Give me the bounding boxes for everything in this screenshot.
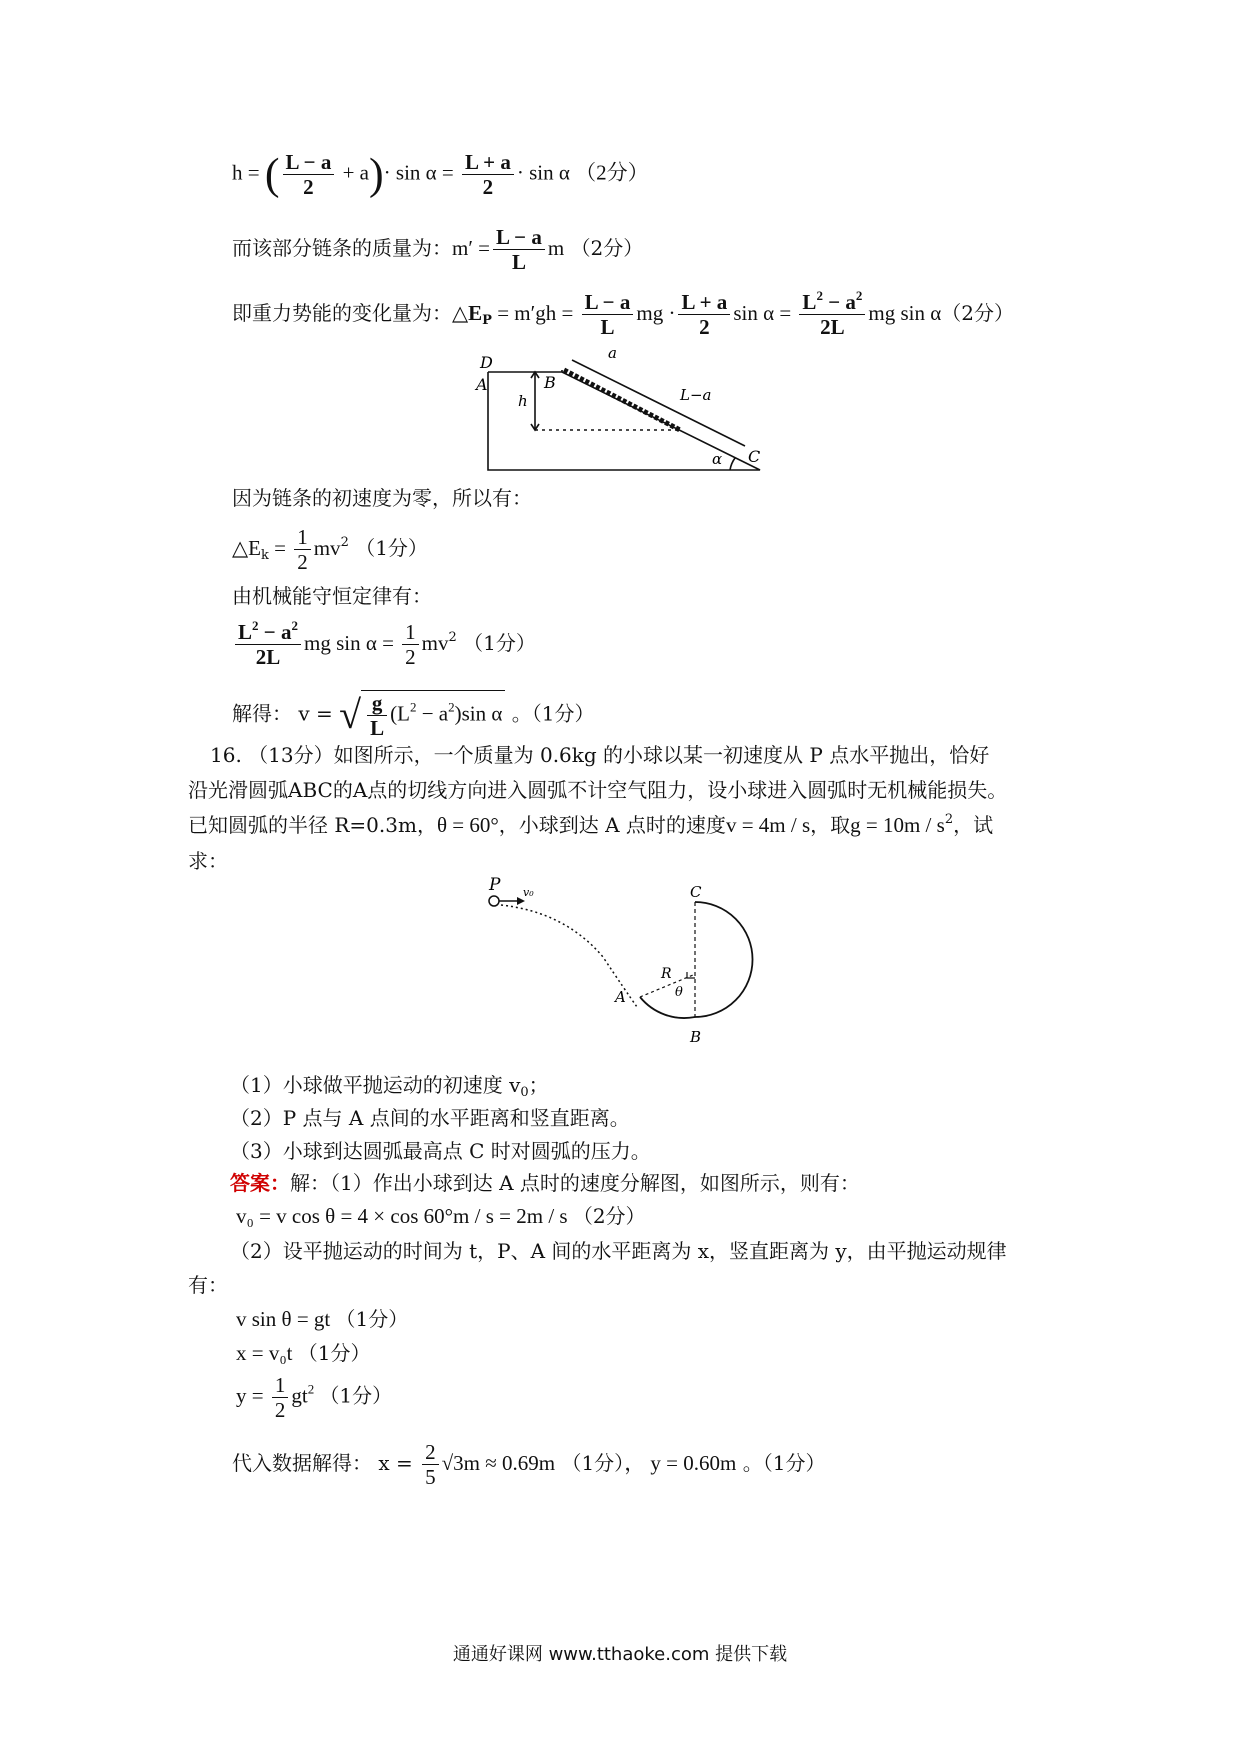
eq-mgh: = m′gh = [491, 301, 579, 325]
denominator: 2L [235, 644, 301, 669]
gt: gt [291, 1383, 308, 1408]
vsin-equation: v sin θ = gt [236, 1307, 331, 1331]
answer-line-1 [230, 1170, 860, 1196]
sin-alpha-tail: · sin α [516, 160, 570, 185]
denominator: 2 [272, 1397, 289, 1422]
score: （2分） [570, 236, 644, 260]
label-alpha: α [712, 450, 723, 468]
alpha-arc [730, 458, 735, 470]
v0-equation: v₀ = v cos θ = 4 × cos 60°m / s = 2m / s [236, 1204, 568, 1228]
radius-text: 已知圆弧的半径 R=0.3m， [188, 813, 437, 837]
denominator: 2L [799, 314, 865, 339]
fraction-mass [493, 225, 545, 274]
denominator: L [367, 715, 387, 740]
numerator: g [371, 691, 383, 715]
equation-height [232, 150, 649, 199]
answer-line-6 [236, 1340, 370, 1366]
q16-line-3: 已知圆弧的半径 R=0.3m，θ = 60°，小球到达 A 点时的速度v = 4m / s，取$g = 10m / s^2$，试 [188, 812, 994, 837]
fraction-l2-a2: $\frac{L^2 - a^2}{2L}$ [235, 620, 301, 669]
dimension-line [572, 360, 745, 446]
ep-text: 即重力势能的变化量为： [232, 301, 452, 325]
answer-line-2 [236, 1203, 646, 1229]
potential-energy-line [232, 290, 1014, 339]
mv: mv [313, 536, 341, 560]
score: （1分） [463, 631, 536, 655]
minus-a: − a [822, 290, 856, 314]
minus-a: − a [258, 620, 292, 644]
x-value: √3m ≈ 0.69m [441, 1451, 556, 1475]
fraction-half [294, 525, 311, 574]
l: L [238, 620, 253, 644]
numerator: L + a [681, 290, 728, 314]
label-theta: θ [675, 985, 683, 1000]
fraction-two-fifths [422, 1440, 439, 1489]
fraction-3: $\frac{L^2 - a^2}{2L}$ [799, 290, 865, 339]
score: （2分） [575, 160, 649, 185]
fraction-l-plus-a [462, 150, 514, 199]
label-b: B [544, 373, 556, 392]
h-prefix: h = [232, 160, 265, 185]
inner-minus-a: − a [416, 701, 449, 726]
zero-velocity-text: 因为链条的初速度为零，所以有： [232, 486, 532, 510]
mg-sin: mg sin α [868, 301, 942, 325]
fraction-g-over-l [367, 691, 387, 740]
answer-tail: 。（1分） [736, 1451, 826, 1475]
projectile-arc-figure [475, 872, 775, 1062]
label-a: A [615, 988, 626, 1006]
delta-ep: △E [452, 301, 483, 325]
paren-open: ( [264, 149, 280, 199]
label-c: C [690, 883, 702, 901]
q16-line-4: 求： [188, 849, 228, 873]
subquestion-2: （2）P 点与 A 点间的水平距离和竖直距离。 [230, 1106, 630, 1130]
label-a-length: a [608, 344, 617, 362]
speed-text: ，小球到达 A 点时的速度 [498, 813, 726, 837]
answer-line-5 [236, 1306, 408, 1332]
fraction-half [402, 620, 419, 669]
denominator: L [582, 314, 634, 339]
solution-v-line [232, 690, 594, 740]
eq: = [268, 536, 292, 560]
kinetic-energy-line: $\triangle E_k$ = $\frac{1}{2}$ $mv^2$ （1分） [232, 525, 428, 574]
fraction-2 [678, 290, 730, 339]
numerator: L − a [584, 290, 631, 314]
score: （2分） [941, 301, 1014, 325]
sub1-tail: ； [528, 1073, 549, 1097]
score: （1分） [297, 1341, 371, 1365]
inner-sin: )sin α [454, 701, 503, 726]
denominator: 2 [678, 314, 730, 339]
numerator: 1 [297, 525, 308, 549]
subquestion-3: （3）小球到达圆弧最高点 C 时对圆弧的压力。 [230, 1139, 651, 1163]
label-h: h [518, 392, 528, 410]
conservation-equation: $\frac{L^2 - a^2}{2L}$ mg sin α = $\frac{1}{2}$ $mv^2$ （1分） [232, 620, 536, 669]
right-angle-mark [687, 972, 695, 978]
sin-alpha: · sin α = [383, 160, 460, 185]
answer-line-7: y = $\frac{1}{2}$ $gt^2$ （1分） [236, 1373, 393, 1422]
score: （1分） [319, 1383, 393, 1408]
numerator: 1 [405, 620, 416, 644]
conservation-text: 由机械能守恒定律有： [232, 584, 432, 608]
score: （1分） [561, 1451, 625, 1475]
sub-p: P [482, 313, 492, 328]
numerator: L + a [465, 150, 511, 174]
arc-abc [695, 902, 753, 1017]
answer-line-3: （2）设平抛运动的时间为 t，P、A 间的水平距离为 x，竖直距离为 y，由平抛运动规律 [230, 1239, 1007, 1263]
numerator: L − a [285, 150, 332, 174]
label-r: R [661, 966, 672, 982]
fraction-l-minus-a [283, 150, 335, 199]
answer-line-4: 有： [188, 1273, 228, 1297]
mg-sin: mg sin α = [303, 631, 400, 655]
substitute-text: 代入数据解得： x = [232, 1451, 420, 1475]
y-value: ， y = 0.60m [624, 1451, 737, 1475]
footer-credit: 通通好课网 www.tthaoke.com 提供下载 [452, 1644, 788, 1665]
denominator: 2 [462, 174, 514, 199]
m-tail: m [547, 236, 565, 260]
incline-chain-figure [476, 340, 770, 480]
mv: mv [421, 631, 449, 655]
denominator: 2 [283, 174, 335, 199]
delta-ek: △E [232, 536, 261, 560]
score: （1分） [335, 1307, 409, 1331]
label-d: D [480, 353, 493, 372]
inner-l: (L [390, 701, 410, 726]
denominator: 2 [402, 644, 419, 669]
sub1-subscript: 0 [520, 1085, 529, 1100]
plus-a: + a [337, 160, 369, 185]
score: （1分） [355, 536, 428, 560]
numerator: L − a [496, 225, 542, 249]
sqrt-expression [339, 690, 505, 740]
speed-value: v = 4m / s [725, 813, 811, 837]
label-a: A [476, 375, 488, 394]
denominator: 2 [294, 549, 311, 574]
sub-k: k [260, 548, 269, 563]
ball-p [489, 896, 499, 906]
answer-text: 解：（1）作出小球到达 A 点时的速度分解图，如图所示，则有： [290, 1171, 860, 1195]
label-v0: v₀ [523, 886, 534, 899]
numerator: 1 [274, 1373, 286, 1397]
try-text: ，试 [953, 813, 994, 837]
q16-line-1: 16. （13分）如图所示，一个质量为 0.6kg 的小球以某一初速度从 P 点水平抛出，恰好 [210, 743, 990, 767]
sub1-text: （1）小球做平抛运动的初速度 v [230, 1073, 521, 1097]
m-prime: m′ = [452, 236, 491, 260]
solve-prefix: 解得： v = [232, 701, 333, 726]
answer-label: 答案： [230, 1171, 290, 1195]
sin-eq: sin α = [733, 301, 797, 325]
radicand: $\frac{g}{L}$ $(L^2 - a^2)\sin$ α [361, 690, 505, 740]
fraction-half [272, 1373, 289, 1422]
chain-links [564, 370, 680, 430]
l: L [802, 290, 817, 314]
mg-dot: mg · [636, 301, 676, 325]
mass-line [232, 225, 643, 274]
y-eq: y = [236, 1383, 269, 1408]
answer-line-8 [232, 1440, 825, 1489]
denominator: 5 [422, 1464, 439, 1489]
label-l-minus-a: L−a [680, 386, 712, 404]
paren-close: ) [369, 149, 384, 199]
label-b: B [690, 1028, 702, 1046]
arc-ab [640, 997, 695, 1018]
fraction-1 [582, 290, 634, 339]
q16-line-2: 沿光滑圆弧ABC的A点的切线方向进入圆弧不计空气阻力，设小球进入圆弧时无机械能损失。 [188, 778, 1008, 802]
x-equation: x = v₀t [236, 1341, 293, 1365]
label-c: C [748, 447, 761, 466]
radical-sign: √ [339, 692, 362, 737]
solve-tail: 。（1分） [505, 701, 595, 726]
take-text: ，取 [810, 813, 851, 837]
mass-text: 而该部分链条的质量为： [232, 236, 452, 260]
numerator: 2 [425, 1440, 436, 1464]
theta-value: θ = 60° [436, 813, 499, 837]
g-value: g = 10m / s [850, 813, 945, 837]
score: （2分） [572, 1204, 646, 1228]
subquestion-1 [230, 1072, 549, 1098]
chain [564, 370, 680, 430]
denominator: L [493, 249, 545, 274]
label-p: P [489, 875, 501, 895]
